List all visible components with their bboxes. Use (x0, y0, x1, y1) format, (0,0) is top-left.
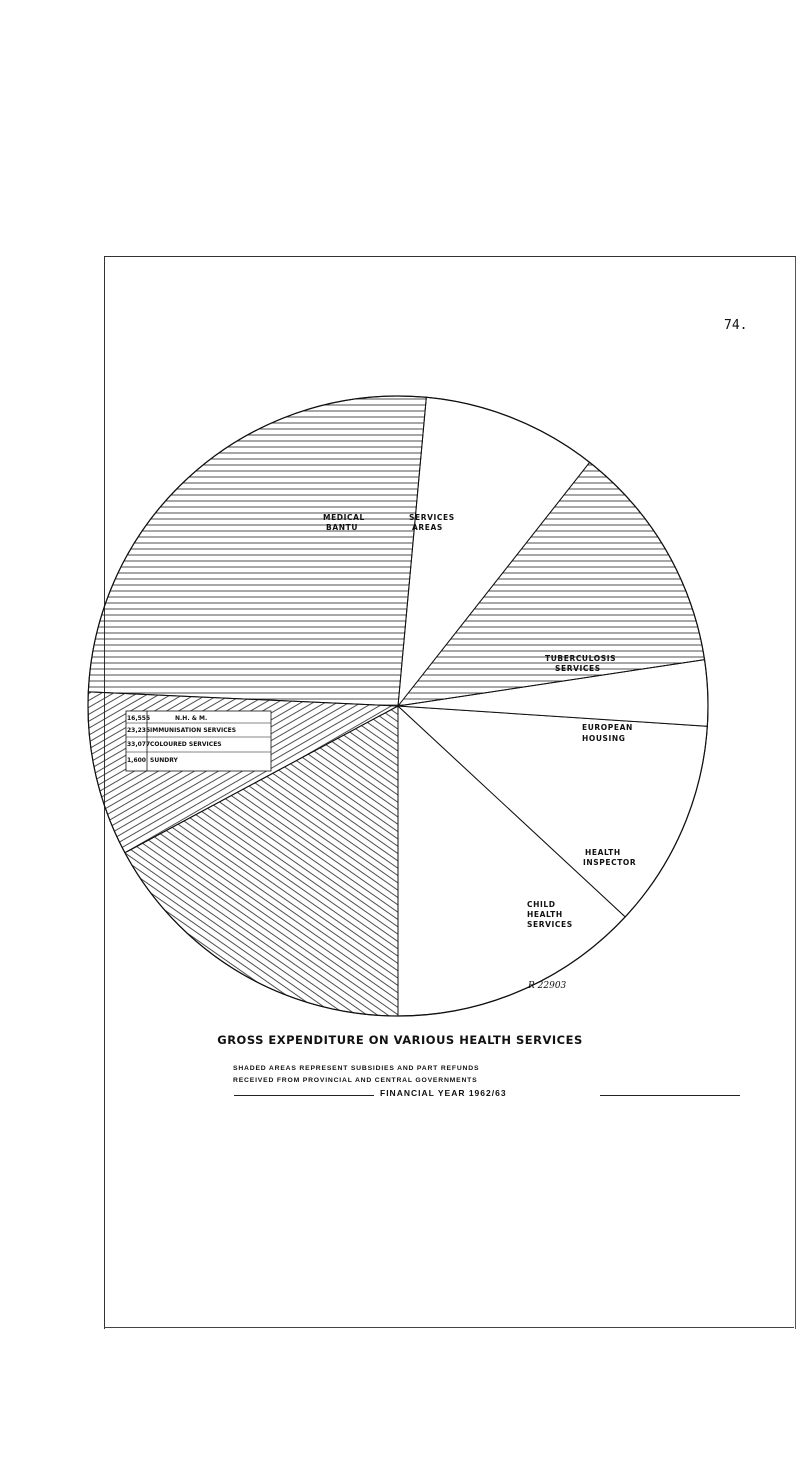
table-row-label: COLOURED SERVICES (150, 741, 222, 748)
pie-slices (88, 396, 708, 1016)
slice-value-child-health: R 22903 (528, 981, 567, 991)
pie-slice (88, 396, 426, 706)
slice-label-european-housing-1: EUROPEAN (582, 723, 633, 732)
year-rule-right (600, 1095, 740, 1096)
table-row-label: N.H. & M. (175, 715, 208, 722)
page-number: 74. (724, 318, 748, 333)
table-row-label: SUNDRY (150, 757, 178, 764)
table-row-value: 16,555 (127, 715, 151, 722)
slice-label-medical-2: BANTU (326, 523, 359, 532)
slice-label-child-health-1: CHILD (527, 900, 556, 909)
chart-note-line2: RECEIVED FROM PROVINCIAL AND CENTRAL GOVERNMENTS (233, 1077, 478, 1084)
chart-title: GROSS EXPENDITURE ON VARIOUS HEALTH SERVICES (217, 1033, 583, 1047)
slice-label-health-inspectors-2: INSPECTOR (583, 858, 637, 867)
table-row-label: IMMUNISATION SERVICES (150, 727, 237, 734)
slice-label-child-health-3: SERVICES (527, 920, 573, 929)
slice-label-child-health-2: HEALTH (527, 910, 563, 919)
financial-year: FINANCIAL YEAR 1962/63 (380, 1088, 507, 1098)
slice-label-services-1: SERVICES (409, 513, 455, 522)
slice-label-health-inspectors-1: HEALTH (585, 848, 621, 857)
slice-label-services-2: AREAS (412, 523, 443, 532)
chart-note-line1: SHADED AREAS REPRESENT SUBSIDIES AND PART REFUNDS (233, 1065, 480, 1072)
table-row-value: 23,235 (127, 727, 151, 734)
year-rule-left (234, 1095, 374, 1096)
slice-label-medical-1: MEDICAL (323, 513, 365, 522)
slice-label-tuberculosis-1: TUBERCULOSIS (545, 654, 617, 663)
slice-label-european-housing-2: HOUSING (582, 734, 626, 743)
expenditure-table (126, 711, 271, 771)
table-row-value: 33,077 (127, 741, 151, 748)
slice-label-tuberculosis-2: SERVICES (555, 664, 601, 673)
table-row-value: 1,600 (127, 757, 146, 764)
